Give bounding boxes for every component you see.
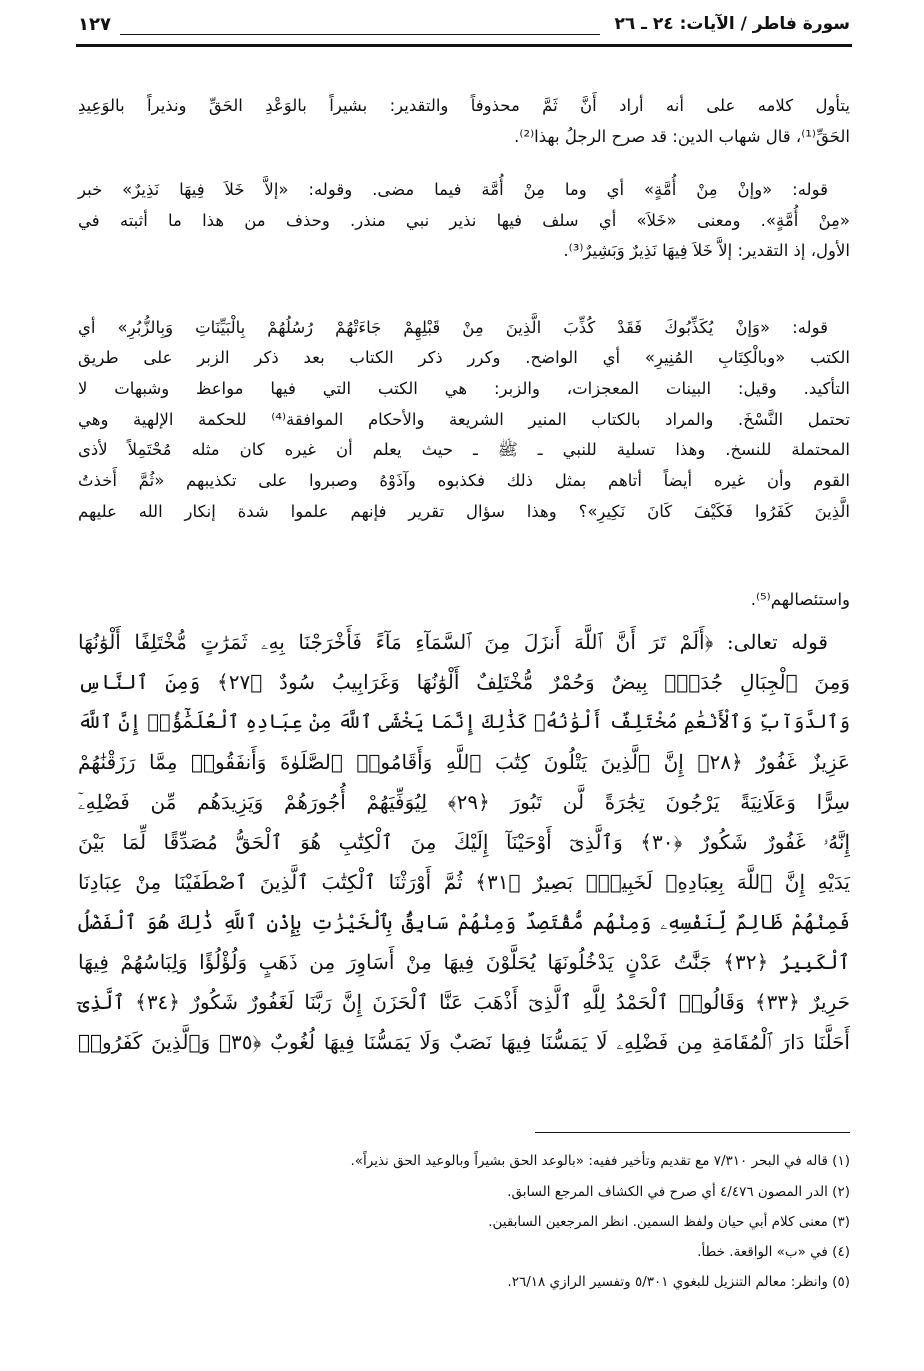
verse-line: فَمِنْهُمْ ظَالِمٌ لِّنَفْسِهِۦ وَمِنْهُم مُّقْتَصِدٌ وَمِنْهُمْ سَابِقٌۢ بِٱلْخَيْرَٰتِ بِإِذْنِ ٱللَّهِ ذَٰلِكَ هُوَ ٱلْفَضْلُ — [78, 910, 850, 934]
verse-line: إِنَّهُۥ غَفُورٌ شَكُورٌ ﴿٣٠﴾ وَٱلَّذِىٓ أَوْحَيْنَآ إِلَيْكَ مِنَ ٱلْكِتَٰبِ هُوَ ٱلْحَقُّ مُصَدِّقًا لِّمَا بَيْنَ — [78, 830, 851, 854]
text-line: قوله: «وَإنْ يُكَذِّبُوكَ فَقَدْ كُذِّبَ الَّذِينَ مِنْ قَبْلِهِمْ جَاءَتْهُمْ رُسُلُهُمْ بِالْبَيِّنَاتِ وَبِالزُّبُرِ» أي — [78, 318, 828, 337]
text-line: تحتمل النَّسْخَ. والمراد بالكتاب المنير الشريعة والأحكام الموافقة⁽⁴⁾ للحكمة الإلهية وهي — [78, 410, 850, 429]
text-line: واستئصالهم⁽⁵⁾. — [750, 590, 850, 609]
verse-line: سِرًّا وَعَلَانِيَةً يَرْجُونَ تِجَٰرَةً لَّن تَبُورَ ﴿٢٩﴾ لِيُوَفِّيَهُمْ أُجُورَهُمْ وَيَزِيدَهُم مِّن فَضْلِهِۦٓ — [78, 790, 851, 814]
verse-line: وَمِنَ ٱلْجِبَالِ جُدَدٌۢ بِيضٌ وَحُمْرٌ مُّخْتَلِفٌ أَلْوَٰنُهَا وَغَرَابِيبُ سُودٌ ﴿٢٧﴾ وَمِنَ ٱلنَّاسِ — [78, 670, 851, 694]
verse-line: عَزِيزٌ غَفُورٌ ﴿٢٨﴾ إِنَّ ٱلَّذِينَ يَتْلُونَ كِتَٰبَ ٱللَّهِ وَأَقَامُوا۟ ٱلصَّلَوٰةَ وَأَنفَقُوا۟ مِمَّا رَزَقْنَٰهُمْ — [78, 750, 850, 774]
verse-line: أَحَلَّنَا دَارَ ٱلْمُقَامَةِ مِن فَضْلِهِۦ لَا يَمَسُّنَا فِيهَا نَصَبٌ وَلَا يَمَسُّنَا فِيهَا لُغُوبٌ ﴿٣٥﴾ وَٱلَّذِينَ كَفَرُوا۟ — [78, 1030, 850, 1054]
verse-line: قوله تعالى: ﴿أَلَمْ تَرَ أَنَّ ٱللَّهَ أَنزَلَ مِنَ ٱلسَّمَآءِ مَآءً فَأَخْرَجْنَا بِهِۦ ثَمَرَٰتٍ مُّخْتَلِفًا أَلْوَٰنُهَا — [78, 630, 828, 654]
footnote: (٢) الدر المصون ٤/٤٧٦ أي صرح في الكشاف المرجع السابق. — [507, 1184, 850, 1200]
header-title: سورة فاطر / الآيات: ٢٤ ـ ٢٦ — [614, 14, 850, 34]
text-line: القوم وأن غيره أيضاً أتاهم بمثل ذلك فكذبوه وآذَوْهُ وصبروا على تكذيبهم «ثُمَّ أَخذتُ — [78, 471, 850, 490]
text-line: المحتملة للنسخ. وهذا تسلية للنبي ـ ﷺ ـ حيث يعلم أن غيره كان مثله مُحْتَمِلاً لأذى — [78, 440, 850, 459]
footnote: (٥) وانظر: معالم التنزيل للبغوي ٥/٣٠١ وتفسير الرازي ٢٦/١٨. — [507, 1274, 850, 1290]
page-number: ١٢٧ — [78, 14, 111, 35]
footnote: (٣) معنى كلام أبي حيان ولفظ السمين. انظر المرجعين السابقين. — [488, 1214, 850, 1230]
verse-line: ٱلْكَبِيرُ ﴿٣٢﴾ جَنَّٰتُ عَدْنٍ يَدْخُلُونَهَا يُحَلَّوْنَ فِيهَا مِنْ أَسَاوِرَ مِن ذَهَبٍ وَلُؤْلُؤًا وَلِبَاسُهُمْ فِيهَا — [78, 950, 850, 974]
text-line: التأكيد. وقيل: البينات المعجزات، والزبر: هي الكتب التي فيها مواعظ وشبهات لا — [78, 379, 850, 398]
text-line: يتأول كلامه على أنه أراد أَنَّ ثَمَّ محذوفاً والتقدير: بشيراً بالوَعْدِ الحَقِّ ونذيراً بالوَعِيدِ — [78, 96, 850, 115]
verse-line: حَرِيرٌ ﴿٣٣﴾ وَقَالُوا۟ ٱلْحَمْدُ لِلَّهِ ٱلَّذِىٓ أَذْهَبَ عَنَّا ٱلْحَزَنَ إِنَّ رَبَّنَا لَغَفُورٌ شَكُورٌ ﴿٣٤﴾ ٱلَّذِىٓ — [78, 990, 851, 1014]
footnote-rule — [535, 1132, 850, 1133]
text-line: «مِنْ أُمَّةٍ». ومعنى «خَلاَ» أي سلف فيها نذير نبي منذر. وحذف من هذا ما أثبته في — [78, 211, 850, 230]
text-line: الحَقِّ⁽¹⁾، قال شهاب الدين: قد صرح الرجلُ بهذا⁽²⁾. — [514, 127, 850, 146]
header-line — [120, 34, 600, 35]
text-line: الأول، إذ التقدير: إلاَّ خَلاَ فِيهَا نَذِيرٌ وَبَشِيرٌ⁽³⁾. — [563, 241, 850, 260]
text-line: الَّذِينَ كَفَرُوا فَكَيْفَ كَانَ نَكِيرِ»؟ وهذا سؤال تقرير فإنهم علموا شدة إنكار الله عليهم — [78, 502, 850, 521]
running-header — [78, 14, 850, 40]
text-line: قوله: «وإنْ مِنْ أُمَّةٍ» أي وما مِنْ أُمَّة فيما مضى. وقوله: «إلاَّ خَلاَ فِيهَا نَذِيرٌ» خبر — [78, 180, 828, 199]
verse-line: يَدَيْهِ إِنَّ ٱللَّهَ بِعِبَادِهِۦ لَخَبِيرٌۢ بَصِيرٌ ﴿٣١﴾ ثُمَّ أَوْرَثْنَا ٱلْكِتَٰبَ ٱلَّذِينَ ٱصْطَفَيْنَا مِنْ عِبَادِنَا — [78, 870, 850, 894]
footnote: (٤) في «ب» الواقعة. خطأ. — [697, 1244, 850, 1260]
footnote: (١) قاله في البحر ٧/٣١٠ مع تقديم وتأخير ففيه: «بالوعد الحق بشيراً وبالوعيد الحق نذيراً». — [350, 1153, 850, 1169]
text-line: الكتب «وبالْكِتَابِ المُنِيرِ» أي الواضح. وكرر ذكر الكتاب بعد ذكر الزبر على طريق — [78, 348, 850, 367]
header-rule — [76, 44, 852, 47]
verse-line: وَٱلدَّوَآبِّ وَٱلْأَنْعَٰمِ مُخْتَلِفٌ أَلْوَٰنُهُۥ كَذَٰلِكَ إِنَّمَا يَخْشَى ٱللَّهَ مِنْ عِبَادِهِ ٱلْعُلَمَٰٓؤُا۟ إِنَّ ٱللَّهَ — [77, 710, 850, 733]
